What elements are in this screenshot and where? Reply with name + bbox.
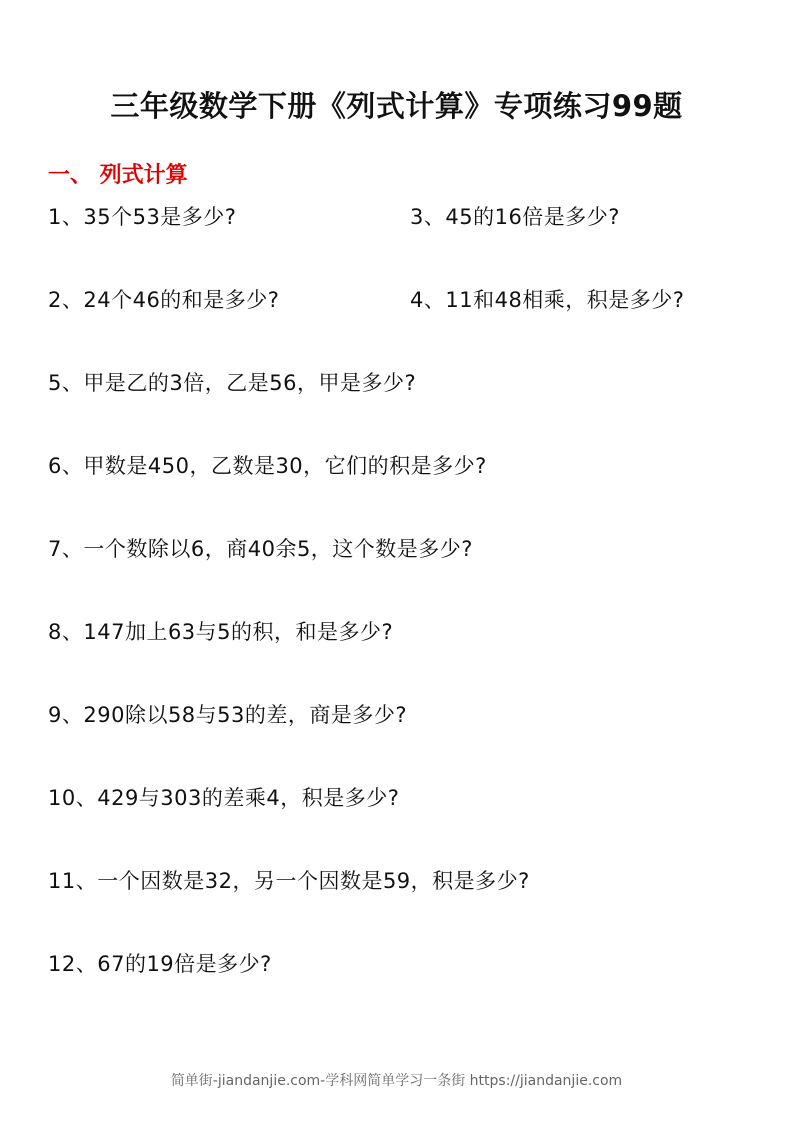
question-8: 8、147加上63与5的积，和是多少? bbox=[48, 620, 394, 644]
question-1: 1、35个53是多少? bbox=[48, 205, 237, 229]
question-11: 11、一个因数是32，另一个因数是59，积是多少? bbox=[48, 869, 530, 893]
question-10: 10、429与303的差乘4，积是多少? bbox=[48, 786, 400, 810]
footer-watermark: 简单街-jiandanjie.com-学科网简单学习一条街 https://jiandanjie.com bbox=[170, 1073, 623, 1089]
question-9: 9、290除以58与53的差，商是多少? bbox=[48, 703, 408, 727]
question-4: 4、11和48相乘，积是多少? bbox=[410, 288, 685, 312]
question-3: 3、45的16倍是多少? bbox=[410, 205, 620, 229]
page-title: 三年级数学下册《列式计算》专项练习99题 bbox=[110, 89, 683, 123]
question-5: 5、甲是乙的3倍，乙是56，甲是多少? bbox=[48, 371, 417, 395]
question-6: 6、甲数是450，乙数是30，它们的积是多少? bbox=[48, 454, 487, 478]
question-2: 2、24个46的和是多少? bbox=[48, 288, 280, 312]
question-12: 12、67的19倍是多少? bbox=[48, 952, 272, 976]
section-heading: 一、 列式计算 bbox=[48, 163, 188, 188]
question-7: 7、一个数除以6，商40余5，这个数是多少? bbox=[48, 537, 473, 561]
